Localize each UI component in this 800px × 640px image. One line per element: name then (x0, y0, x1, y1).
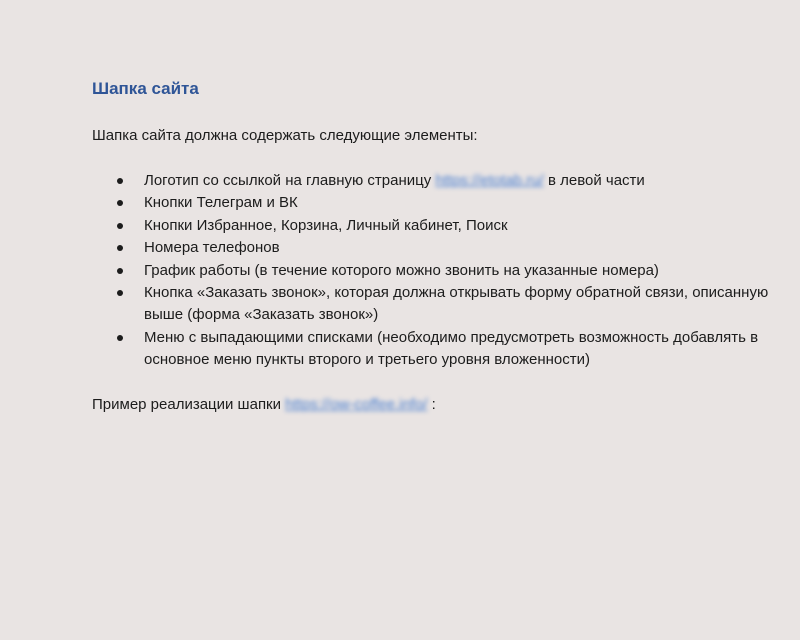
bullet-icon (117, 290, 123, 296)
list-item (92, 327, 772, 372)
list-item (92, 282, 772, 327)
requirements-list (92, 170, 772, 372)
example-link[interactable]: https://ow-coffee.info/ (285, 395, 428, 413)
list-item (92, 170, 772, 192)
list-item-text: Кнопки Избранное, Корзина, Личный кабинет, Поиск (144, 216, 508, 234)
list-item-text: Кнопки Телеграм и ВК (144, 194, 298, 212)
list-item-text: Номера телефонов (144, 239, 280, 257)
bullet-icon (117, 268, 123, 274)
example-suffix: : (427, 395, 436, 413)
example-text: Пример реализации шапки (92, 395, 286, 413)
bullet-icon (117, 335, 123, 341)
bullet-icon (117, 178, 123, 184)
bullet-icon (117, 200, 123, 206)
intro-paragraph: Шапка сайта должна содержать следующие элементы: (92, 127, 478, 144)
list-item-text: Меню с выпадающими списками (необходимо предусмотреть возможность добавлять в основное меню пункты второго и третьего уровня вложенности) (144, 328, 759, 369)
list-item (92, 237, 772, 259)
list-item-text: Кнопка «Заказать звонок», которая должна открывать форму обратной связи, описанную выше (форма «Заказать звонок») (144, 284, 769, 324)
list-item (92, 192, 772, 214)
list-item-text: в левой части (543, 172, 645, 189)
bullet-icon (117, 245, 123, 251)
bullet-icon (117, 223, 123, 229)
list-item-text: Логотип со ссылкой на главную страницу (144, 172, 436, 189)
section-heading: Шапка сайта (92, 79, 199, 98)
list-item-text: График работы (в течение которого можно звонить на указанные номера) (144, 261, 659, 279)
list-item (92, 260, 772, 282)
list-item (92, 215, 772, 237)
example-paragraph (92, 394, 772, 416)
main-page-link[interactable]: https://etotab.ru/ (435, 172, 544, 189)
document-body (92, 78, 772, 416)
